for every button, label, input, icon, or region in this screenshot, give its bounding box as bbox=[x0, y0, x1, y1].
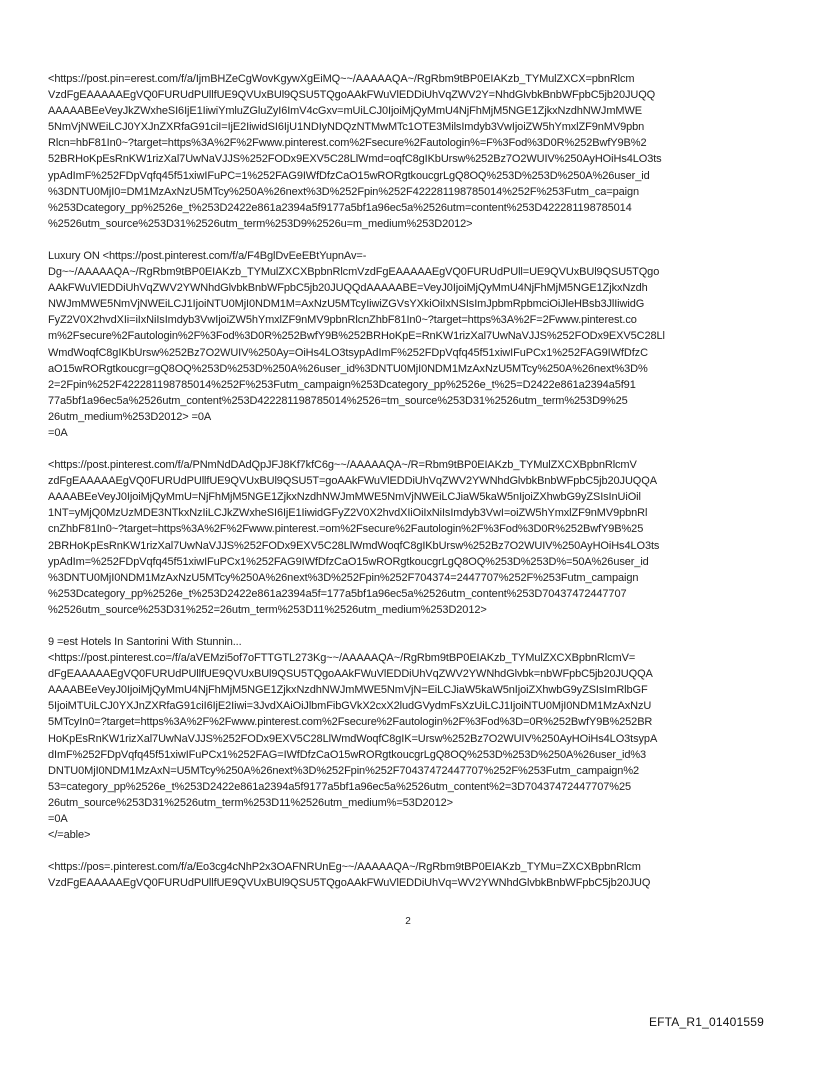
paragraph bbox=[48, 634, 772, 843]
text-line: DNTU0MjI0NDM1MzAxN=U5MTcy%250A%26next%3D%252Fpin%252F70437472447707%252F%253Futm_campaign%2 bbox=[48, 764, 640, 777]
paragraph bbox=[48, 71, 772, 232]
text-line: %3DNTU0MjI0NDM1MzAxNzU5MTcy%250A%26next%3D%252Fpin%252F704374=2447707%252F%253Futm_campaign bbox=[48, 571, 639, 584]
text-line: ypAdImF%252FDpVqfq45f51xiwIFuPC=1%252FAG9IWfDfzCaO15wRORgtkoucgrLgQ8OQ%253D%253D%250A%26user_id bbox=[48, 169, 650, 182]
text-line: =0A bbox=[48, 426, 68, 439]
text-line: Dg~~/AAAAAQA~/RgRbm9tBP0EIAKzb_TYMulZXCXBpbnRlcmVzdFgEAAAAAEgVQ0FURUdPUll=UE9QVUxBUl9QSU5TQgo bbox=[48, 266, 660, 279]
document-body bbox=[48, 71, 772, 907]
text-line: %3DNTU0MjI0=DM1MzAxNzU5MTcy%250A%26next%3D%252Fpin%252F422281198785014%252F%253Futm_ca=paign bbox=[48, 185, 640, 198]
text-line: 2=2Fpin%252F422281198785014%252F%253Futm_campaign%253Dcategory_pp%2526e_t%25=D2422e861a2394a5f91 bbox=[48, 378, 636, 391]
text-line: VzdFgEAAAAAEgVQ0FURUdPUllfUE9QVUxBUl9QSU5TQgoAAkFWuVlEDDiUhVq=WV2YWNhdGlvbkBnbWFpbC5jb20JUQ bbox=[48, 877, 651, 890]
text-line: <https://post.pinterest.com/f/a/PNmNdDAdQpJFJ8Kf7kfC6g~~/AAAAAQA~/R=Rbm9tBP0EIAKzb_TYMulZXCXBpbnRlcmV bbox=[48, 459, 637, 472]
text-line: 2BRHoKpEsRnKW1rizXal7UwNaVJJS%252FODx9EXV5C28LlWmdWoqfC8gIKbUrsw%252Bz7O2WUIV%250AyHOiHs4LO3ts bbox=[48, 539, 660, 552]
text-line: </=able> bbox=[48, 829, 91, 842]
text-line: =0A bbox=[48, 813, 68, 826]
text-line: cnZhbF81In0~?target=https%3A%2F%2Fwww.pinterest.=om%2Fsecure%2Fautologin%2F%3Fod%3D0R%252BwfY9B%25 bbox=[48, 523, 644, 536]
text-line: aO15wRORgtkoucgr=gQ8OQ%253D%253D%250A%26user_id%3DNTU0MjI0NDM1MzAxNzU5MTcy%250A%26next%3D% bbox=[48, 362, 648, 375]
text-line: 26utm_source%253D31%2526utm_term%253D11%2526utm_medium%=53D2012> bbox=[48, 796, 453, 809]
text-line: Rlcn=hbF81In0~?target=https%3A%2F%2Fwww.pinterest.com%2Fsecure%2Fautologin%=F%3Fod%3D0R%252BwfY9B%2 bbox=[48, 137, 647, 150]
text-line: Luxury ON <https://post.pinterest.com/f/a/F4BglDvEeEBtYupnAv=- bbox=[48, 249, 367, 262]
text-line: 26utm_medium%253D2012> =0A bbox=[48, 410, 212, 423]
text-line: %253Dcategory_pp%2526e_t%253D2422e861a2394a5f=177a5bf1a96ec5a%2526utm_content%253D70437472447707 bbox=[48, 587, 627, 600]
text-line: %2526utm_source%253D31%2526utm_term%253D9%2526u=m_medium%253D2012> bbox=[48, 217, 473, 230]
text-line: NWJmMWE5NmVjNWEiLCJ1IjoiNTU0MjI0NDM1M=AxNzU5MTcyIiwiZGVsYXkiOiIxNSIsImJpbmRpbmciOiJleHBsb3JlIiwidG bbox=[48, 298, 645, 311]
text-line: zdFgEAAAAAEgVQ0FURUdPUllfUE9QVUxBUl9QSU5T=goAAkFWuVlEDDiUhVqZWV2YWNhdGlvbkBnbWFpbC5jb20JUQQA bbox=[48, 475, 657, 488]
text-line: <https://pos=.pinterest.com/f/a/Eo3cg4cNhP2x3OAFNRUnEg~~/AAAAAQA~/RgRbm9tBP0EIAKzb_TYMu=ZXCXBpbnRlcm bbox=[48, 861, 641, 874]
text-line: WmdWoqfC8gIKbUrsw%252Bz7O2WUIV%250Ay=OiHs4LO3tsypAdImF%252FDpVqfq45f51xiwIFuPCx1%252FAG9IWfDfzC bbox=[48, 346, 648, 359]
paragraph bbox=[48, 248, 772, 441]
page-number: 2 bbox=[405, 916, 411, 927]
text-line: FyZ2V0X2hvdXIi=iIxNiIsImdyb3VwIjoiZW5hYmxlZF9nMV9pbnRlcnZhbF81In0~?target=https%3A%2F=2Fwww.pinterest.co bbox=[48, 314, 637, 327]
text-line: dImF%252FDpVqfq45f51xiwIFuPCx1%252FAG=IWfDfzCaO15wRORgtkoucgrLgQ8OQ%253D%253D%250A%26user_id%3 bbox=[48, 748, 647, 761]
text-line: 1NT=yMjQ0MzUzMDE3NTkxNzIiLCJkZWxheSI6IjE1IiwidGFyZ2V0X2hvdXIiOiIxNiIsImdyb3VwI=oiZW5hYmxlZF9nMV9pbnRl bbox=[48, 507, 648, 520]
text-line: m%2Fsecure%2Fautologin%2F%3Fod%3D0R%252BwfY9B%252BRHoKpE=RnKW1rizXal7UwNaVJJS%252FODx9EXV5C28Ll bbox=[48, 330, 665, 343]
text-line: 53=category_pp%2526e_t%253D2422e861a2394a5f9177a5bf1a96ec5a%2526utm_content%2=3D70437472447707%25 bbox=[48, 780, 631, 793]
text-line: 52BRHoKpEsRnKW1rizXal7UwNaVJJS%252FODx9EXV5C28LlWmd=oqfC8gIKbUrsw%252Bz7O2WUIV%250AyHOiHs4LO3ts bbox=[48, 153, 662, 166]
text-line: AAAABEeVeyJ0IjoiMjQyMmU4NjFhMjM5NGE1ZjkxNzdhNWJmMWE5NmVjN=EiLCJiaW5kaW5nIjoiZXhwbG9yZSIsImRlbGF bbox=[48, 684, 648, 697]
text-line: 5NmVjNWEiLCJ0YXJnZXRfaG91ciI=IjE2IiwidSI6IjU1NDIyNDQzNTMwMTc1OTE3MilsImdyb3VwIjoiZW5hYmxlZF9nMV9pbn bbox=[48, 121, 645, 134]
text-line: <https://post.pin=erest.com/f/a/IjmBHZeCgWovKgywXgEiMQ~~/AAAAAQA~/RgRbm9tBP0EIAKzb_TYMulZXCX=pbnRlcm bbox=[48, 73, 635, 85]
text-line: <https://post.pinterest.co=/f/a/aVEMzi5of7oFTTGTL273Kg~~/AAAAAQA~/RgRbm9tBP0EIAKzb_TYMulZXCXBpbnRlcmV= bbox=[48, 652, 636, 665]
text-line: 9 =est Hotels In Santorini With Stunnin... bbox=[48, 636, 242, 648]
text-line: dFgEAAAAAEgVQ0FURUdPUllfUE9QVUxBUl9QSU5TQgoAAkFWuVlEDDiUhVqZWV2YWNhdGlvbk=nbWFpbC5jb20JUQQA bbox=[48, 668, 653, 681]
text-line: %253Dcategory_pp%2526e_t%253D2422e861a2394a5f9177a5bf1a96ec5a%2526utm=content%253D422281198785014 bbox=[48, 201, 632, 214]
text-line: 5MTcyIn0=?target=https%3A%2F%2Fwww.pinterest.com%2Fsecure%2Fautologin%2F%3Fod%3D=0R%252BwfY9B%252BR bbox=[48, 716, 653, 729]
paragraph bbox=[48, 859, 772, 891]
text-line: VzdFgEAAAAAEgVQ0FURUdPUllfUE9QVUxBUl9QSU5TQgoAAkFWuVlEDDiUhVqZWV2Y=NhdGlvbkBnbWFpbC5jb20JUQQ bbox=[48, 89, 656, 102]
paragraph bbox=[48, 457, 772, 618]
text-line: HoKpEsRnKW1rizXal7UwNaVJJS%252FODx9EXV5C28LlWmdWoqfC8gIK=Ursw%252Bz7O2WUIV%250AyHOiHs4LO3tsypA bbox=[48, 732, 658, 745]
text-line: 5IjoiMTUiLCJ0YXJnZXRfaG91ciI6IjE2Iiwi=3JvdXAiOiJlbmFibGVkX2cxX2ludGVydmFsXzUiLCJ1IjoiNTU0MjI0NDM1MzAxNzU bbox=[48, 700, 652, 713]
text-line: 77a5bf1a96ec5a%2526utm_content%253D422281198785014%2526=tm_source%253D31%2526utm_term%253D9%25 bbox=[48, 394, 628, 407]
text-line: %2526utm_source%253D31%252=26utm_term%253D11%2526utm_medium%253D2012> bbox=[48, 603, 487, 616]
text-line: AAkFWuVlEDDiUhVqZWV2YWNhdGlvbkBnbWFpbC5jb20JUQQdAAAAABE=VeyJ0IjoiMjQyMmU4NjFhMjM5NGE1ZjkxNzdh bbox=[48, 282, 648, 295]
text-line: AAAAABEeVeyJkZWxheSI6IjE1IiwiYmluZGluZyI6ImV4cGxv=mUiLCJ0IjoiMjQyMmU4NjFhMjM5NGE1ZjkxNzdhNWJmMWE bbox=[48, 105, 642, 118]
text-line: AAAABEeVeyJ0IjoiMjQyMmU=NjFhMjM5NGE1ZjkxNzdhNWJmMWE5NmVjNWEiLCJiaW5kaW5nIjoiZXhwbG9yZSIsInUiOil bbox=[48, 491, 641, 504]
document-id: EFTA_R1_01401559 bbox=[648, 1015, 764, 1029]
text-line: ypAdIm=%252FDpVqfq45f51xiwIFuPCx1%252FAG9IWfDfzCaO15wRORgtkoucgrLgQ8OQ%253D%253D%=50A%26user_id bbox=[48, 555, 649, 568]
